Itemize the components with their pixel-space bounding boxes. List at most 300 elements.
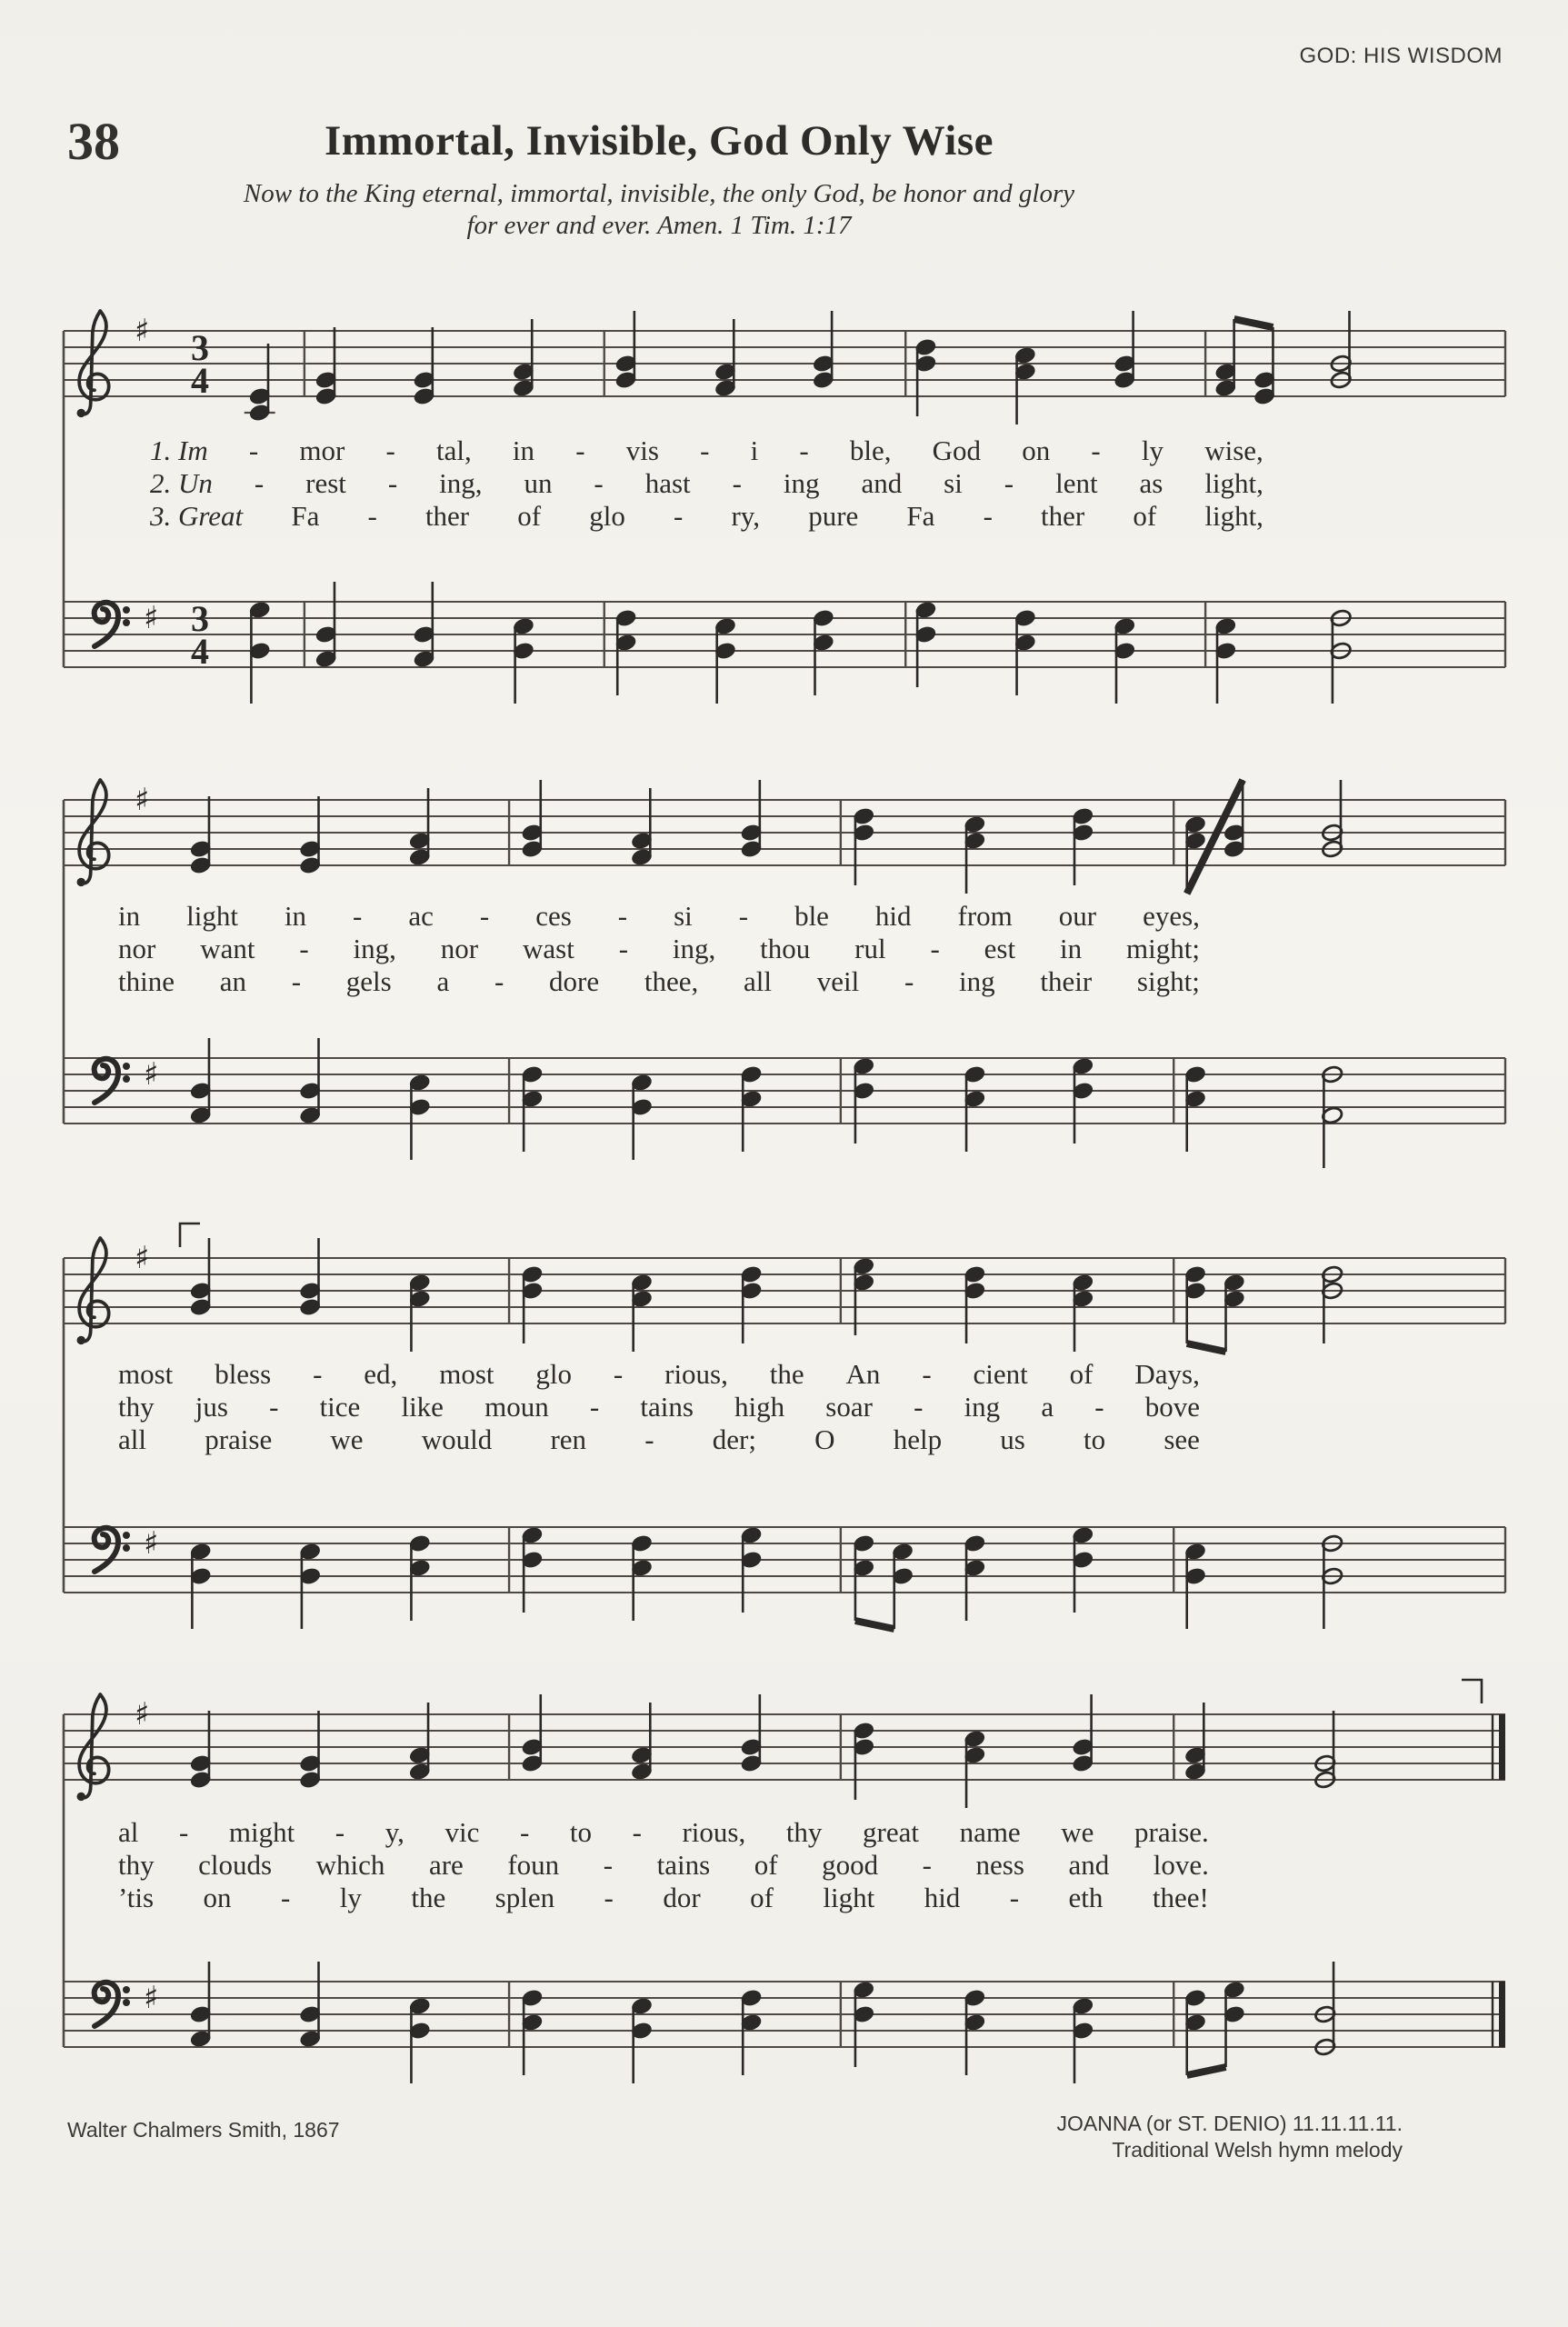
svg-text:3: 3 <box>191 327 209 368</box>
lyric-syllable: tains <box>640 1391 694 1423</box>
lyric-syllable: - <box>603 1849 614 1881</box>
lyric-syllable: our <box>1058 900 1097 932</box>
quarter-note-chord <box>631 1273 654 1352</box>
lyric-syllable: - <box>589 1391 600 1423</box>
lyric-syllable: rul <box>854 933 886 964</box>
quarter-note-chord <box>1072 1526 1094 1613</box>
lyric-syllable: we <box>330 1423 364 1455</box>
lyric-syllable: ing, <box>439 467 483 499</box>
scripture-line-2: for ever and ever. Amen. 1 Tim. 1:17 <box>466 211 852 240</box>
lyric-syllable: An <box>845 1358 881 1390</box>
lyric-syllable: - <box>922 1849 932 1881</box>
final-barline-thick <box>1499 1714 1505 1780</box>
quarter-note-chord <box>914 338 937 416</box>
lyric-line-1-1 <box>150 434 1263 467</box>
half-note-chord <box>1313 1962 1336 2056</box>
quarter-note-chord <box>1253 327 1276 405</box>
section-header: GOD: HIS WISDOM <box>1299 44 1503 68</box>
lyric-syllable: tice <box>319 1391 361 1423</box>
lyric-syllable: and <box>1068 1849 1110 1881</box>
lyric-syllable: an <box>219 965 246 997</box>
lyric-syllable: ac <box>408 900 434 932</box>
sharp-icon: ♯ <box>144 1525 159 1562</box>
beam <box>1187 2067 1226 2075</box>
lyrics-system-4 <box>118 1816 1209 1914</box>
sharp-icon: ♯ <box>135 782 150 818</box>
lyric-line-3-3 <box>118 1423 1200 1456</box>
lyric-syllable: ble, <box>849 434 892 466</box>
lyric-syllable: Fa <box>291 500 320 532</box>
lyric-syllable: ther <box>424 500 470 532</box>
quarter-note-chord <box>853 1057 875 1144</box>
quarter-note-chord <box>813 311 835 389</box>
lyric-syllable: eth <box>1068 1882 1104 1913</box>
lyric-syllable: light <box>186 900 238 932</box>
lyric-syllable: which <box>315 1849 385 1881</box>
lyric-syllable: hast <box>644 467 691 499</box>
lyric-syllable: to <box>569 1816 592 1848</box>
quarter-note-chord <box>614 311 637 389</box>
lyric-syllable: - <box>594 467 604 499</box>
time-signature <box>191 598 209 672</box>
lyric-line-3-1 <box>118 1358 1200 1391</box>
quarter-note-chord <box>189 1238 212 1316</box>
lyric-syllable: - <box>291 965 302 997</box>
quarter-note-chord <box>740 1065 763 1152</box>
quarter-note-chord <box>521 1989 544 2075</box>
lyric-syllable: of <box>1133 500 1157 532</box>
quarter-note-chord <box>853 1534 875 1621</box>
quarter-note-chord <box>408 1997 431 2083</box>
lyric-syllable: - <box>738 900 749 932</box>
half-note-chord <box>1321 1265 1343 1343</box>
lyric-syllable: a <box>436 965 450 997</box>
lyric-syllable: thee! <box>1152 1882 1209 1913</box>
beam <box>1234 319 1273 327</box>
lyric-syllable: ing, <box>672 933 716 964</box>
lyric-syllable: pure <box>808 500 859 532</box>
quarter-note-chord <box>189 796 212 874</box>
tune-name: JOANNA (or ST. DENIO) 11.11.11.11. <box>1056 2112 1403 2135</box>
quarter-note-chord <box>1184 1543 1207 1629</box>
lyric-syllable: veil <box>816 965 860 997</box>
phrase-bracket-icon <box>1462 1680 1482 1703</box>
lyric-syllable: - <box>644 1423 654 1455</box>
lyric-syllable: praise. <box>1134 1816 1209 1848</box>
lyric-syllable: soar <box>825 1391 873 1423</box>
sharp-icon: ♯ <box>135 1696 150 1733</box>
lyric-syllable: splen <box>494 1882 555 1913</box>
lyric-syllable: 3. Great <box>150 500 244 532</box>
lyric-syllable: est <box>984 933 1016 964</box>
quarter-note-chord <box>189 1543 212 1629</box>
lyric-syllable: - <box>269 1391 279 1423</box>
quarter-note-chord <box>740 1526 763 1613</box>
lyric-syllable: 1. Im <box>150 434 208 466</box>
lyric-syllable: gels <box>345 965 392 997</box>
lyric-syllable: see <box>1164 1423 1200 1455</box>
quarter-note-chord <box>245 344 275 422</box>
quarter-note-chord <box>513 617 535 704</box>
lyric-syllable: jus <box>195 1391 228 1423</box>
half-note-chord <box>1313 1711 1336 1789</box>
lyric-syllable: ness <box>975 1849 1024 1881</box>
quarter-note-chord <box>521 780 544 858</box>
lyric-syllable: us <box>1000 1423 1025 1455</box>
quarter-note-chord <box>914 601 937 687</box>
lyric-syllable: of <box>754 1849 778 1881</box>
lyric-syllable: Days, <box>1134 1358 1200 1390</box>
quarter-note-chord <box>853 807 875 885</box>
tune-credit <box>1057 2111 1403 2163</box>
lyric-syllable: most <box>118 1358 174 1390</box>
lyric-syllable: name <box>959 1816 1021 1848</box>
lyric-syllable: light <box>823 1882 875 1913</box>
lyric-line-2-1 <box>118 900 1200 933</box>
lyric-syllable: hid <box>924 1882 961 1913</box>
half-note-chord <box>1330 609 1353 704</box>
lyric-syllable: - <box>1091 434 1101 466</box>
quarter-note-chord <box>714 617 737 704</box>
lyric-syllable: ren <box>550 1423 587 1455</box>
quarter-note-chord <box>1114 617 1136 704</box>
lyric-syllable: in <box>1059 933 1083 964</box>
sharp-icon: ♯ <box>135 313 150 349</box>
lyric-syllable: - <box>254 467 265 499</box>
quarter-note-chord <box>964 1989 986 2075</box>
lyric-syllable: - <box>799 434 809 466</box>
quarter-note-chord <box>964 1065 986 1152</box>
lyric-syllable: - <box>353 900 363 932</box>
lyric-syllable: all <box>118 1423 146 1455</box>
lyric-line-2-2 <box>118 933 1200 965</box>
lyric-syllable: sight; <box>1136 965 1200 997</box>
author-credit: Walter Chalmers Smith, 1867 <box>67 2118 340 2142</box>
lyric-syllable: y, <box>385 1816 404 1848</box>
quarter-note-chord <box>631 1997 654 2083</box>
lyric-line-1-2 <box>150 467 1263 500</box>
quarter-note-chord <box>521 1065 544 1152</box>
lyric-syllable: - <box>700 434 710 466</box>
lyric-syllable: on <box>1022 434 1051 466</box>
lyric-syllable: in <box>118 900 141 932</box>
lyric-syllable: ble <box>794 900 829 932</box>
quarter-note-chord <box>614 609 637 695</box>
quarter-note-chord <box>1072 1997 1094 2083</box>
treble-staff-4 <box>64 1714 1505 1780</box>
lyric-syllable: - <box>299 933 309 964</box>
lyric-syllable: thou <box>760 933 811 964</box>
lyric-syllable: ’tis <box>118 1882 155 1913</box>
lyric-syllable: - <box>280 1882 291 1913</box>
lyric-syllable: vis <box>625 434 659 466</box>
treble-staff-1 <box>64 331 1505 396</box>
lyric-syllable: ing <box>783 467 820 499</box>
lyric-syllable: lent <box>1055 467 1098 499</box>
bass-staff-2 <box>64 1058 1505 1124</box>
lyric-syllable: we <box>1061 1816 1094 1848</box>
lyric-syllable: as <box>1139 467 1164 499</box>
lyric-syllable: of <box>750 1882 774 1913</box>
lyric-syllable: ing <box>959 965 995 997</box>
lyric-syllable: tains <box>656 1849 711 1881</box>
lyric-syllable: thy <box>785 1816 823 1848</box>
lyric-syllable: - <box>930 933 940 964</box>
lyric-syllable: moun <box>484 1391 549 1423</box>
lyric-syllable: thee, <box>644 965 699 997</box>
quarter-note-chord <box>631 1074 654 1160</box>
lyrics-system-1 <box>150 434 1263 533</box>
lyric-syllable: - <box>387 467 398 499</box>
lyric-syllable: the <box>411 1882 446 1913</box>
lyric-syllable: i <box>750 434 759 466</box>
lyric-syllable: all <box>743 965 772 997</box>
bass-staff-3 <box>64 1527 1505 1593</box>
quarter-note-chord <box>740 1265 763 1343</box>
quarter-note-chord <box>408 1534 431 1621</box>
half-note-chord <box>1330 311 1353 389</box>
lyrics-system-2 <box>118 900 1200 998</box>
quarter-note-chord <box>315 327 337 405</box>
lyric-syllable: cient <box>973 1358 1028 1390</box>
half-note-chord <box>1321 1065 1343 1168</box>
quarter-note-chord <box>740 780 763 858</box>
lyric-syllable: - <box>904 965 914 997</box>
quarter-note-chord <box>1184 1065 1207 1152</box>
lyric-syllable: glo <box>535 1358 573 1390</box>
lyric-syllable: bove <box>1144 1391 1200 1423</box>
lyric-syllable: thy <box>118 1849 155 1881</box>
lyric-syllable: a <box>1041 1391 1054 1423</box>
half-note-chord <box>1321 1534 1343 1629</box>
lyric-syllable: - <box>519 1816 530 1848</box>
lyric-syllable: wise, <box>1204 434 1263 466</box>
quarter-note-chord <box>299 1238 322 1316</box>
quarter-note-chord <box>1014 346 1037 424</box>
quarter-note-chord <box>964 1265 986 1343</box>
lyric-syllable: ther <box>1041 500 1085 532</box>
lyric-syllable: - <box>178 1816 189 1848</box>
quarter-note-chord <box>299 1038 322 1124</box>
lyric-syllable: foun <box>507 1849 560 1881</box>
bass-clef-icon <box>95 603 130 646</box>
lyric-syllable: - <box>494 965 504 997</box>
lyric-line-1-3 <box>150 500 1263 533</box>
lyric-syllable: help <box>893 1423 943 1455</box>
quarter-note-chord <box>853 1722 875 1800</box>
quarter-note-chord <box>408 1074 431 1160</box>
quarter-note-chord <box>892 1543 914 1629</box>
quarter-note-chord <box>299 1711 322 1789</box>
quarter-note-chord <box>1184 1989 1207 2075</box>
bass-staff-4 <box>64 1982 1505 2047</box>
lyric-syllable: in <box>284 900 307 932</box>
lyric-syllable: al <box>118 1816 139 1848</box>
quarter-note-chord <box>408 1273 431 1352</box>
lyric-syllable: - <box>367 500 377 532</box>
lyric-syllable: mor <box>299 434 345 466</box>
lyric-syllable: would <box>421 1423 493 1455</box>
lyric-syllable: light, <box>1204 467 1263 499</box>
time-signature <box>191 327 209 401</box>
lyric-syllable: clouds <box>198 1849 273 1881</box>
lyric-syllable: - <box>313 1358 323 1390</box>
lyric-syllable: - <box>617 900 628 932</box>
lyric-syllable: - <box>1004 467 1014 499</box>
quarter-note-chord <box>189 1711 212 1789</box>
lyric-syllable: praise <box>205 1423 273 1455</box>
quarter-note-chord <box>299 1543 322 1629</box>
quarter-note-chord <box>631 1534 654 1621</box>
lyric-syllable: ly <box>1141 434 1164 466</box>
lyric-syllable: like <box>401 1391 444 1423</box>
beam <box>1187 1343 1226 1352</box>
treble-staff-2 <box>64 800 1505 865</box>
lyric-syllable: glo <box>589 500 625 532</box>
quarter-note-chord <box>248 601 271 704</box>
bass-clef-icon <box>95 1982 130 2026</box>
lyric-syllable: 2. Un <box>150 467 213 499</box>
lyric-syllable: thy <box>118 1391 155 1423</box>
quarter-note-chord <box>1184 1265 1207 1343</box>
lyric-syllable: God <box>932 434 982 466</box>
lyric-syllable: Fa <box>906 500 935 532</box>
quarter-note-chord <box>1072 807 1094 885</box>
lyric-syllable: - <box>983 500 993 532</box>
lyric-syllable: vic <box>444 1816 480 1848</box>
sharp-icon: ♯ <box>135 1240 150 1276</box>
lyric-syllable: in <box>512 434 535 466</box>
quarter-note-chord <box>1072 1694 1094 1773</box>
lyric-line-4-2 <box>118 1849 1209 1882</box>
quarter-note-chord <box>853 1981 875 2067</box>
lyric-syllable: - <box>1009 1882 1020 1913</box>
lyric-syllable: O <box>814 1423 835 1455</box>
lyric-syllable: - <box>604 1882 614 1913</box>
quarter-note-chord <box>521 1694 544 1773</box>
quarter-note-chord <box>964 1730 986 1808</box>
final-barline-thick <box>1499 1982 1505 2047</box>
lyric-syllable: rious, <box>682 1816 746 1848</box>
lyric-syllable: ly <box>339 1882 362 1913</box>
lyric-syllable: to <box>1084 1423 1106 1455</box>
lyric-syllable: might; <box>1125 933 1200 964</box>
lyric-syllable: - <box>632 1816 642 1848</box>
quarter-note-chord <box>813 609 835 695</box>
lyric-syllable: ces <box>535 900 572 932</box>
quarter-note-chord <box>740 1989 763 2075</box>
lyric-syllable: - <box>732 467 742 499</box>
lyric-syllable: of <box>1069 1358 1094 1390</box>
quarter-note-chord <box>299 796 322 874</box>
scripture-line-1: Now to the King eternal, immortal, invisible, the only God, be honor and glory <box>243 179 1075 208</box>
lyric-syllable: good <box>822 1849 879 1881</box>
lyric-syllable: - <box>618 933 629 964</box>
lyric-syllable: bless <box>215 1358 272 1390</box>
lyric-syllable: - <box>914 1391 924 1423</box>
quarter-note-chord <box>1114 311 1136 389</box>
lyric-syllable: their <box>1040 965 1093 997</box>
lyrics-system-3 <box>118 1358 1200 1456</box>
lyric-line-4-3 <box>118 1882 1209 1914</box>
beam <box>855 1621 894 1629</box>
lyric-syllable: tal, <box>436 434 472 466</box>
bass-clef-icon <box>95 1528 130 1572</box>
phrase-bracket-icon <box>180 1223 200 1247</box>
svg-text:4: 4 <box>191 631 209 672</box>
treble-staff-3 <box>64 1258 1505 1323</box>
quarter-note-chord <box>1072 1273 1094 1352</box>
page-title: Immortal, Invisible, God Only Wise <box>324 117 994 165</box>
lyric-syllable: and <box>861 467 903 499</box>
svg-text:3: 3 <box>191 598 209 639</box>
lyric-syllable: wast <box>523 933 574 964</box>
quarter-note-chord <box>1223 1981 1246 2067</box>
lyric-syllable: - <box>613 1358 624 1390</box>
quarter-note-chord <box>299 1962 322 2048</box>
lyric-syllable: are <box>428 1849 464 1881</box>
quarter-note-chord <box>189 1962 212 2048</box>
quarter-note-chord <box>964 815 986 894</box>
lyric-syllable: ry, <box>731 500 761 532</box>
lyric-syllable: of <box>517 500 542 532</box>
svg-text:4: 4 <box>191 360 209 401</box>
lyric-syllable: dor <box>663 1882 701 1913</box>
lyric-syllable: nor <box>118 933 156 964</box>
sharp-icon: ♯ <box>144 600 159 636</box>
quarter-note-chord <box>521 1265 544 1343</box>
lyric-syllable: rious, <box>664 1358 728 1390</box>
quarter-note-chord <box>315 582 337 668</box>
lyric-syllable: the <box>769 1358 804 1390</box>
lyric-syllable: most <box>439 1358 494 1390</box>
lyric-syllable: dore <box>549 965 600 997</box>
lyric-syllable: si <box>944 467 963 499</box>
bass-staff-1 <box>64 602 1505 667</box>
quarter-note-chord <box>740 1694 763 1773</box>
lyric-line-3-2 <box>118 1391 1200 1423</box>
lyric-syllable: - <box>335 1816 345 1848</box>
lyric-syllable: light, <box>1204 500 1263 532</box>
sharp-icon: ♯ <box>144 1056 159 1093</box>
lyric-syllable: love. <box>1153 1849 1209 1881</box>
quarter-note-chord <box>964 1534 986 1621</box>
half-note-chord <box>1321 780 1343 858</box>
lyric-syllable: want <box>200 933 255 964</box>
lyric-syllable: - <box>248 434 259 466</box>
lyric-syllable: si <box>674 900 693 932</box>
lyric-syllable: rest <box>305 467 346 499</box>
lyric-syllable: ing <box>964 1391 1001 1423</box>
quarter-note-chord <box>1072 1057 1094 1144</box>
lyric-syllable: - <box>674 500 684 532</box>
lyric-syllable: hid <box>874 900 912 932</box>
lyric-syllable: nor <box>440 933 479 964</box>
lyric-syllable: - <box>575 434 585 466</box>
lyric-syllable: der; <box>712 1423 756 1455</box>
hymn-number: 38 <box>67 112 120 171</box>
lyric-syllable: thine <box>118 965 175 997</box>
lyric-syllable: un <box>524 467 553 499</box>
lyric-syllable: - <box>479 900 490 932</box>
lyric-syllable: - <box>1094 1391 1104 1423</box>
lyric-syllable: high <box>734 1391 785 1423</box>
lyric-syllable: on <box>203 1882 232 1913</box>
lyric-syllable: ed, <box>364 1358 398 1390</box>
quarter-note-chord <box>189 1038 212 1124</box>
quarter-note-chord <box>521 1526 544 1613</box>
quarter-note-chord <box>1223 1273 1246 1352</box>
